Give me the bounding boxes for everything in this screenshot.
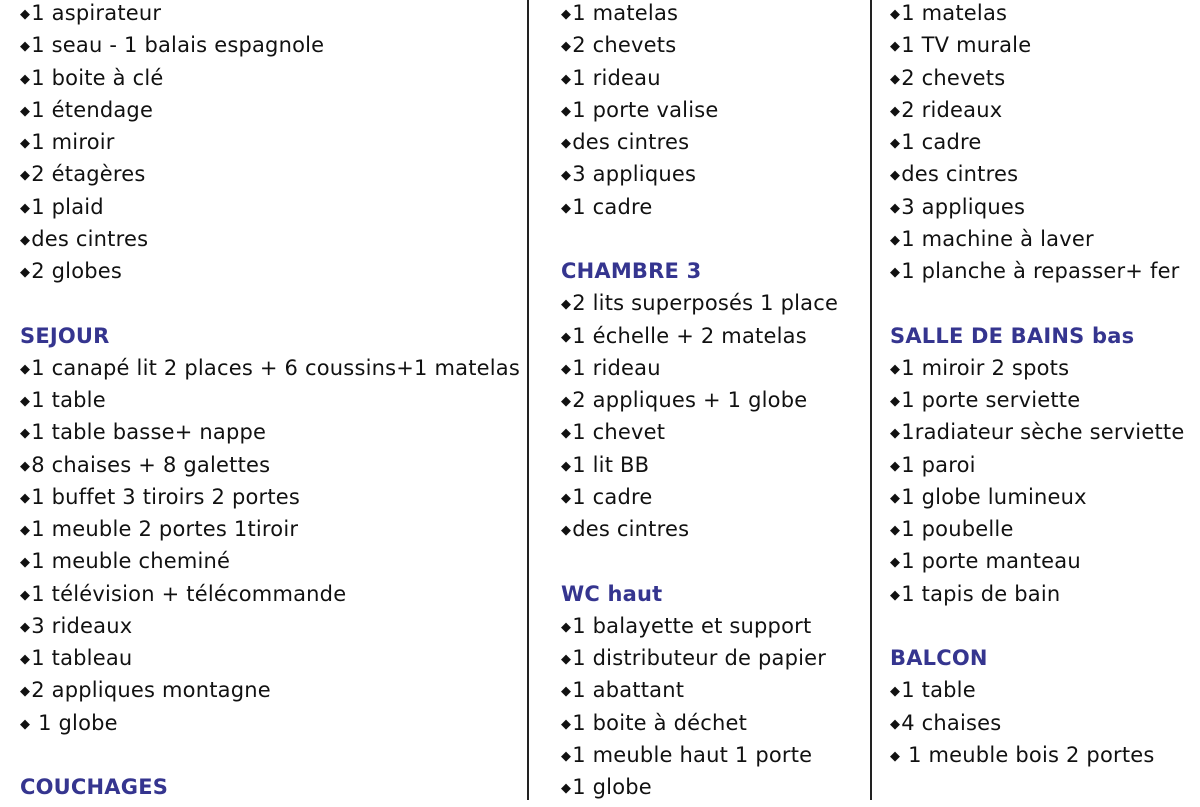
list-item-text: 1 rideau bbox=[572, 355, 661, 380]
diamond-bullet-icon: ◆ bbox=[890, 426, 901, 442]
list-item bbox=[0, 416, 266, 448]
list-item bbox=[0, 642, 132, 674]
section-heading-text: BALCON bbox=[890, 646, 988, 670]
list-item bbox=[530, 416, 665, 448]
list-item-text: 1 buffet 3 tiroirs 2 portes bbox=[31, 484, 301, 509]
list-item bbox=[0, 578, 346, 610]
list-item bbox=[0, 94, 153, 126]
list-item-text: 1 table bbox=[901, 678, 976, 703]
list-item-text: 1radiateur sèche serviette bbox=[901, 420, 1185, 445]
diamond-bullet-icon: ◆ bbox=[20, 716, 31, 732]
list-item bbox=[0, 384, 106, 416]
list-item bbox=[873, 126, 981, 158]
diamond-bullet-icon: ◆ bbox=[890, 394, 901, 409]
list-item bbox=[873, 191, 1025, 223]
blank-line bbox=[530, 545, 561, 577]
diamond-bullet-icon: ◆ bbox=[890, 7, 901, 22]
diamond-bullet-icon: ◆ bbox=[890, 39, 901, 55]
diamond-bullet-icon: ◆ bbox=[561, 39, 572, 55]
list-item bbox=[0, 0, 161, 29]
list-item bbox=[873, 545, 1081, 577]
diamond-bullet-icon: ◆ bbox=[20, 619, 31, 635]
list-item bbox=[530, 62, 661, 94]
list-item bbox=[873, 578, 1060, 610]
diamond-bullet-icon: ◆ bbox=[561, 619, 572, 635]
diamond-bullet-icon: ◆ bbox=[890, 555, 901, 571]
diamond-bullet-icon: ◆ bbox=[890, 200, 901, 216]
list-item bbox=[530, 158, 696, 190]
list-item bbox=[530, 0, 678, 29]
list-item-text: 1 paroi bbox=[901, 452, 976, 477]
diamond-bullet-icon: ◆ bbox=[20, 523, 31, 538]
list-item-text: 1 plaid bbox=[31, 194, 104, 219]
diamond-bullet-icon: ◆ bbox=[20, 136, 31, 151]
list-item-text: 1 canapé lit 2 places + 6 coussins+1 matelas bbox=[31, 355, 521, 380]
diamond-bullet-icon: ◆ bbox=[20, 490, 31, 506]
list-item-text: 1 boite à clé bbox=[31, 65, 164, 90]
diamond-bullet-icon: ◆ bbox=[20, 265, 31, 280]
section-heading bbox=[0, 771, 168, 803]
diamond-bullet-icon: ◆ bbox=[890, 103, 901, 119]
list-item-text: 2 appliques montagne bbox=[31, 678, 271, 703]
diamond-bullet-icon: ◆ bbox=[890, 684, 901, 700]
list-item bbox=[0, 707, 118, 739]
list-item bbox=[873, 674, 976, 706]
list-item-text: 1 meuble haut 1 porte bbox=[572, 742, 813, 767]
diamond-bullet-icon: ◆ bbox=[20, 103, 31, 119]
list-item-text: 1 meuble 2 portes 1tiroir bbox=[31, 517, 299, 541]
list-item bbox=[0, 126, 115, 158]
section-heading bbox=[0, 320, 110, 352]
list-item bbox=[0, 481, 300, 513]
list-item-text: 1 miroir bbox=[31, 130, 115, 154]
diamond-bullet-icon: ◆ bbox=[561, 168, 572, 184]
list-item-text: 1 tableau bbox=[31, 646, 133, 670]
list-item bbox=[873, 384, 1080, 416]
column-3 bbox=[873, 0, 1200, 800]
diamond-bullet-icon: ◆ bbox=[890, 265, 901, 280]
list-item bbox=[530, 29, 676, 61]
diamond-bullet-icon: ◆ bbox=[561, 136, 572, 151]
list-item-text: 1 meuble cheminé bbox=[31, 549, 231, 574]
diamond-bullet-icon: ◆ bbox=[890, 71, 901, 87]
list-item-text: 8 chaises + 8 galettes bbox=[31, 452, 271, 477]
list-item-text: 1 rideau bbox=[572, 65, 661, 90]
list-item-text: 1 échelle + 2 matelas bbox=[572, 323, 807, 348]
list-item bbox=[0, 29, 324, 61]
list-item bbox=[530, 191, 652, 223]
list-item bbox=[873, 62, 1005, 94]
list-item bbox=[873, 707, 1001, 739]
list-item bbox=[873, 352, 1069, 384]
list-item-text: 1 miroir 2 spots bbox=[901, 355, 1070, 380]
list-item bbox=[873, 94, 1002, 126]
diamond-bullet-icon: ◆ bbox=[561, 71, 572, 87]
list-item bbox=[530, 707, 747, 739]
list-item-text: 3 appliques bbox=[572, 162, 697, 187]
diamond-bullet-icon: ◆ bbox=[890, 232, 901, 248]
list-item-text: 1 cadre bbox=[572, 194, 653, 219]
list-item bbox=[530, 126, 689, 158]
diamond-bullet-icon: ◆ bbox=[561, 7, 572, 22]
list-item-text: 4 chaises bbox=[901, 710, 1002, 735]
section-heading-text: COUCHAGES bbox=[20, 775, 169, 799]
list-item bbox=[0, 674, 271, 706]
list-item bbox=[873, 416, 1184, 448]
diamond-bullet-icon: ◆ bbox=[561, 200, 572, 216]
diamond-bullet-icon: ◆ bbox=[20, 652, 31, 667]
diamond-bullet-icon: ◆ bbox=[561, 361, 572, 377]
list-item-text: 1 porte manteau bbox=[901, 549, 1081, 574]
list-item bbox=[873, 449, 976, 481]
diamond-bullet-icon: ◆ bbox=[561, 329, 572, 345]
list-item-text: 1 globe bbox=[572, 775, 652, 799]
section-heading bbox=[530, 578, 662, 610]
section-heading bbox=[873, 320, 1134, 352]
diamond-bullet-icon: ◆ bbox=[20, 394, 31, 409]
list-item bbox=[530, 610, 811, 642]
diamond-bullet-icon: ◆ bbox=[561, 684, 572, 700]
diamond-bullet-icon: ◆ bbox=[20, 426, 31, 442]
list-item-text: 1 planche à repasser+ fer bbox=[901, 259, 1180, 283]
diamond-bullet-icon: ◆ bbox=[20, 361, 31, 377]
list-item bbox=[0, 62, 164, 94]
list-item-text: des cintres bbox=[31, 226, 149, 251]
list-item bbox=[873, 739, 1155, 771]
column-2 bbox=[530, 0, 870, 800]
diamond-bullet-icon: ◆ bbox=[20, 684, 31, 700]
diamond-bullet-icon: ◆ bbox=[890, 748, 901, 764]
list-item-text: 1 porte valise bbox=[572, 97, 719, 122]
list-item bbox=[873, 158, 1018, 190]
list-item bbox=[530, 739, 812, 771]
diamond-bullet-icon: ◆ bbox=[890, 168, 901, 184]
column-divider bbox=[527, 0, 529, 800]
column-1 bbox=[0, 0, 527, 800]
column-divider bbox=[870, 0, 872, 800]
blank-line bbox=[0, 287, 20, 319]
list-item bbox=[0, 191, 104, 223]
list-item-text: 1 table bbox=[31, 388, 106, 412]
diamond-bullet-icon: ◆ bbox=[561, 297, 572, 313]
list-item-text: 1 TV murale bbox=[901, 33, 1032, 58]
diamond-bullet-icon: ◆ bbox=[890, 523, 901, 538]
list-item-text: 1 balayette et support bbox=[572, 613, 812, 638]
list-item-text: 2 chevets bbox=[901, 65, 1006, 90]
blank-line bbox=[530, 223, 561, 255]
list-item bbox=[530, 481, 652, 513]
list-item bbox=[530, 94, 719, 126]
list-item bbox=[873, 223, 1094, 255]
list-item bbox=[0, 513, 298, 545]
diamond-bullet-icon: ◆ bbox=[20, 587, 31, 603]
diamond-bullet-icon: ◆ bbox=[20, 555, 31, 571]
list-item bbox=[0, 352, 520, 384]
list-item bbox=[0, 158, 146, 190]
diamond-bullet-icon: ◆ bbox=[561, 103, 572, 119]
list-item-text: 3 rideaux bbox=[31, 613, 133, 638]
diamond-bullet-icon: ◆ bbox=[890, 458, 901, 474]
list-item bbox=[530, 320, 807, 352]
diamond-bullet-icon: ◆ bbox=[20, 71, 31, 87]
blank-line bbox=[873, 610, 890, 642]
list-item-text: 1 aspirateur bbox=[31, 1, 162, 25]
list-item-text: 1 matelas bbox=[572, 1, 679, 25]
list-item bbox=[0, 545, 230, 577]
list-item bbox=[873, 29, 1031, 61]
list-item bbox=[530, 384, 807, 416]
list-item-text: 1 distributeur de papier bbox=[572, 646, 827, 670]
diamond-bullet-icon: ◆ bbox=[20, 200, 31, 216]
diamond-bullet-icon: ◆ bbox=[20, 168, 31, 184]
list-item bbox=[530, 352, 661, 384]
list-item bbox=[873, 481, 1087, 513]
list-item-text: 1 matelas bbox=[901, 1, 1008, 25]
list-item bbox=[530, 642, 826, 674]
list-item-text: des cintres bbox=[572, 517, 690, 541]
list-item-text: 1 chevet bbox=[572, 420, 666, 445]
list-item-text: 2 globes bbox=[31, 259, 123, 283]
list-item bbox=[530, 449, 649, 481]
diamond-bullet-icon: ◆ bbox=[20, 232, 31, 248]
list-item bbox=[873, 513, 1014, 545]
diamond-bullet-icon: ◆ bbox=[561, 458, 572, 474]
diamond-bullet-icon: ◆ bbox=[890, 587, 901, 603]
list-item-text: 3 appliques bbox=[901, 194, 1026, 219]
diamond-bullet-icon: ◆ bbox=[890, 136, 901, 151]
section-heading-text: CHAMBRE 3 bbox=[561, 259, 702, 283]
list-item bbox=[530, 287, 838, 319]
list-item-text: des cintres bbox=[901, 162, 1019, 187]
diamond-bullet-icon: ◆ bbox=[561, 748, 572, 764]
diamond-bullet-icon: ◆ bbox=[890, 361, 901, 377]
list-item-text: 1 poubelle bbox=[901, 517, 1014, 541]
list-item-text: des cintres bbox=[572, 130, 690, 154]
list-item-text: 1 tapis de bain bbox=[901, 581, 1061, 606]
list-item-text: 2 appliques + 1 globe bbox=[572, 388, 808, 412]
list-item-text: 1 cadre bbox=[901, 130, 982, 154]
section-heading-text: SALLE DE BAINS bas bbox=[890, 323, 1135, 348]
list-item bbox=[0, 610, 132, 642]
list-item-text: 1 globe bbox=[31, 710, 118, 735]
list-item-text: 1 seau - 1 balais espagnole bbox=[31, 33, 325, 58]
diamond-bullet-icon: ◆ bbox=[561, 523, 572, 538]
diamond-bullet-icon: ◆ bbox=[561, 426, 572, 442]
diamond-bullet-icon: ◆ bbox=[561, 652, 572, 667]
diamond-bullet-icon: ◆ bbox=[561, 716, 572, 732]
diamond-bullet-icon: ◆ bbox=[20, 39, 31, 55]
list-item bbox=[530, 674, 684, 706]
list-item bbox=[873, 0, 1007, 29]
list-item bbox=[873, 255, 1180, 287]
diamond-bullet-icon: ◆ bbox=[20, 7, 31, 22]
blank-line bbox=[0, 739, 20, 771]
list-item-text: 1 boite à déchet bbox=[572, 710, 748, 735]
diamond-bullet-icon: ◆ bbox=[20, 458, 31, 474]
section-heading-text: WC haut bbox=[561, 581, 663, 606]
list-item-text: 1 télévision + télécommande bbox=[31, 581, 347, 606]
list-item bbox=[0, 449, 270, 481]
list-item-text: 1 globe lumineux bbox=[901, 484, 1087, 509]
diamond-bullet-icon: ◆ bbox=[890, 490, 901, 506]
list-item-text: 2 lits superposés 1 place bbox=[572, 291, 839, 316]
section-heading bbox=[873, 642, 988, 674]
list-item bbox=[530, 771, 652, 803]
list-item-text: 1 meuble bois 2 portes bbox=[901, 742, 1155, 767]
list-item bbox=[0, 223, 148, 255]
list-item-text: 1 machine à laver bbox=[901, 226, 1094, 251]
section-heading bbox=[530, 255, 701, 287]
diamond-bullet-icon: ◆ bbox=[890, 716, 901, 732]
blank-line bbox=[873, 287, 890, 319]
list-item-text: 1 lit BB bbox=[572, 452, 650, 477]
list-item-text: 1 abattant bbox=[572, 678, 685, 703]
list-item-text: 1 étendage bbox=[31, 97, 154, 122]
list-item-text: 1 table basse+ nappe bbox=[31, 420, 267, 445]
list-item-text: 1 porte serviette bbox=[901, 388, 1081, 412]
diamond-bullet-icon: ◆ bbox=[561, 781, 572, 796]
list-item bbox=[530, 513, 689, 545]
list-item-text: 2 chevets bbox=[572, 33, 677, 58]
list-item-text: 2 rideaux bbox=[901, 97, 1003, 122]
list-item-text: 1 cadre bbox=[572, 484, 653, 509]
diamond-bullet-icon: ◆ bbox=[561, 490, 572, 506]
section-heading-text: SEJOUR bbox=[20, 323, 110, 348]
list-item-text: 2 étagères bbox=[31, 162, 146, 187]
diamond-bullet-icon: ◆ bbox=[561, 394, 572, 409]
list-item bbox=[0, 255, 122, 287]
